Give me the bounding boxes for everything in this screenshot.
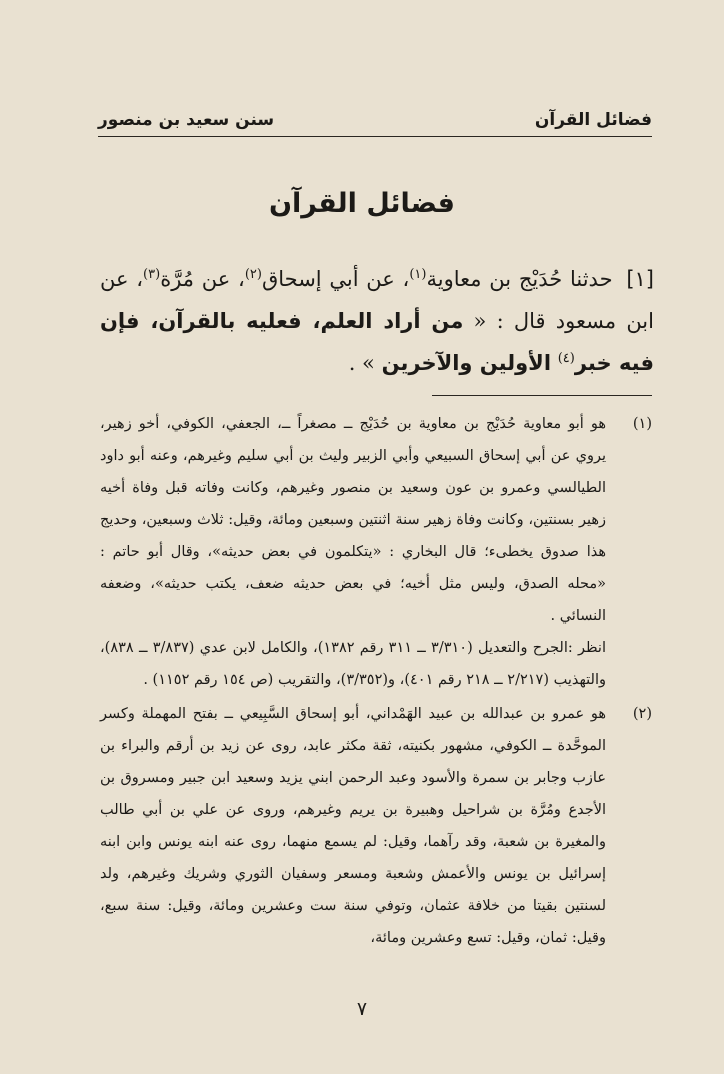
footnote-ref[interactable]: (٢) bbox=[244, 267, 262, 282]
footnote-ref[interactable]: (٣) bbox=[143, 267, 161, 282]
footnotes bbox=[100, 408, 652, 956]
footnote bbox=[100, 698, 652, 954]
header-section-title: فضائل القرآن bbox=[534, 110, 652, 130]
footnote-paragraph: هو أبو معاوية حُدَيْج بن معاوية بن حُدَيْج ــ مصغراً ــ، الجعفي، الكوفي، أخو زهير، يروي عن أبي إسحاق السبيعي وأبي الزبير وليث بن أبي سليم وغيرهم، وعنه أبو داود الطيالسي وعمرو بن عون وسعيد بن منصور وغيرهم، وكانت وفاته قبل وفاة أخيه زهير بسنتين، وكانت وفاة زهير سنة اثنتين وسبعين ومائة، وقيل: ثلاث وسبعين، وحديج هذا صدوق يخطىء؛ قال البخاري : «يتكلمون في بعض حديثه»، وقال أبو حاتم : «محله الصدق، وليس مثل أخيه؛ في بعض حديثه ضعف، يكتب حديثه»، وضعفه النسائي . bbox=[100, 416, 606, 624]
footnote-paragraph: هو عمرو بن عبدالله بن عبيد الهَمْداني، أبو إسحاق السَّبِيعي ــ بفتح المهملة وكسر الموحَّدة ــ الكوفي، مشهور بكنيته، ثقة مكثر عابد، روى عن زيد بن أرقم والبراء بن عازب وجابر بن سمرة والأسود وعبد الرحمن ابني يزيد وسعيد ابن جبير ومسروق بن الأجدع ومُرَّة بن شراحيل وهبيرة بن يريم وغيرهم، وروى عن علي بن أبي طالب والمغيرة بن شعبة، وقد رآهما، وقيل: لم يسمع منهما، روى عنه ابنه يونس وابن ابنه إسرائيل بن يونس والأعمش وشعبة ومسعر وسفيان الثوري وشريك وغيرهم، ولد لسنتين بقيتا من خلافة عثمان، وتوفي سنة ست وعشرين ومائة، وقيل: سنة سبع، وقيل: ثمان، وقيل: تسع وعشرين ومائة، bbox=[100, 706, 606, 946]
footnote-ref[interactable]: (١) bbox=[409, 267, 427, 282]
hadith-isnad-part: حدثنا حُدَيْج بن معاوية bbox=[426, 267, 613, 291]
hadith-matn: الأولين والآخرين bbox=[381, 351, 552, 375]
hadith-isnad-part: ، عن مُرَّة bbox=[160, 267, 245, 291]
running-header bbox=[98, 96, 652, 137]
hadith-isnad-part: ، عن ابن مسعود قال : « bbox=[100, 267, 654, 333]
footnote-mark: (٢) bbox=[632, 706, 652, 722]
footnote-paragraph: انظر :الجرح والتعديل (٣/٣١٠ ــ ٣١١ رقم ١٣٨٢)، والكامل لابن عدي (٣/٨٣٧ ــ ٨٣٨)، والتهذيب (٢/٢١٧ ــ ٢١٨ رقم ٤٠١)، و(٣/٣٥٢)، والتقريب (ص ١٥٤ رقم ١١٥٢) . bbox=[100, 640, 606, 688]
hadith-number: [١] bbox=[626, 267, 654, 291]
page-number: ٧ bbox=[356, 998, 368, 1020]
footnote bbox=[100, 408, 652, 696]
chapter-title: فضائل القرآن bbox=[269, 188, 455, 219]
footnote-mark: (١) bbox=[632, 416, 652, 432]
footnote-separator bbox=[432, 395, 652, 396]
hadith-closing: » . bbox=[348, 351, 375, 375]
hadith-isnad-part: ، عن أبي إسحاق bbox=[261, 267, 410, 291]
footnote-ref[interactable]: (٤) bbox=[557, 351, 575, 366]
header-book-title: سنن سعيد بن منصور bbox=[98, 110, 275, 130]
hadith-matn: من أراد العلم، فعليه بالقرآن، فإن فيه خبر bbox=[100, 309, 654, 375]
hadith-text bbox=[100, 258, 654, 384]
